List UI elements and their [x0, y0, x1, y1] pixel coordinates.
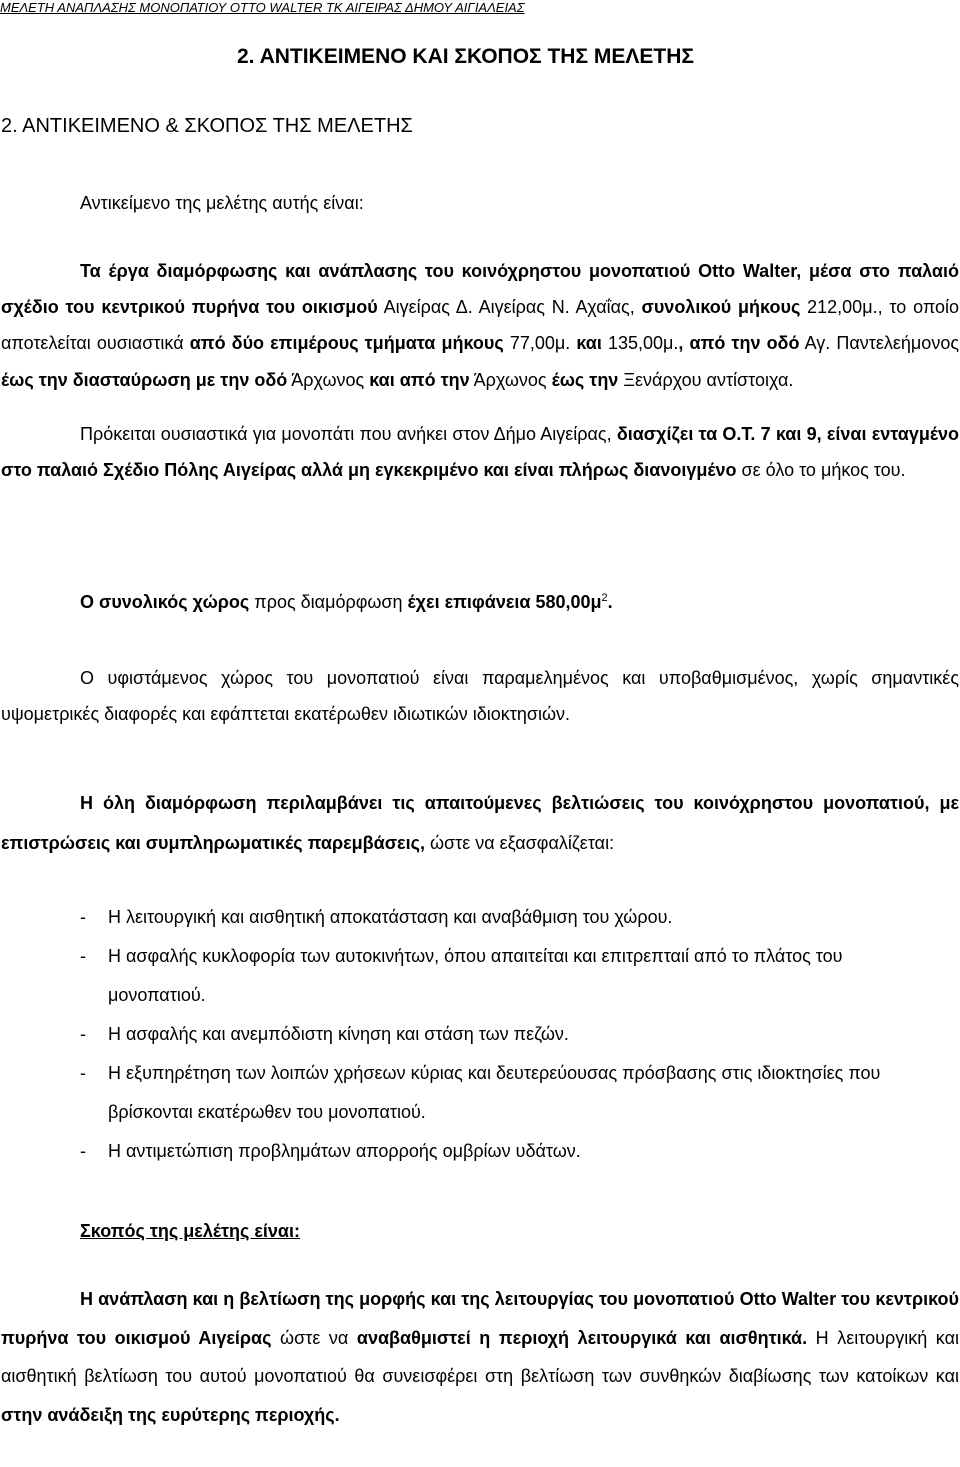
list-item: - Η ασφαλής κυκλοφορία των αυτοκινήτων, όπου απαιτείται και επιτρεπταιί από το πλάτος του μονοπατιού.	[80, 946, 843, 1005]
list-item: - Η αντιμετώπιση προβλημάτων απορροής ομβρίων υδάτων.	[80, 1141, 581, 1161]
goals-list	[80, 898, 940, 1171]
paragraph-area: Ο συνολικός χώρος προς διαμόρφωση έχει επιφάνεια $580,00\mu^2$.	[80, 592, 613, 612]
list-item: - Η λειτουργική και αισθητική αποκατάσταση και αναβάθμιση του χώρου.	[80, 907, 673, 927]
paragraph-existing-state: Ο υφιστάμενος χώρος του μονοπατιού είναι παραμελημένος και υποβαθμισμένος, χωρίς σημαντικές υψομετρικές διαφορές και εφάπτεται εκατέρωθεν ιδιωτικών ιδιοκτησιών.	[1, 668, 959, 724]
list-item: - Η εξυπηρέτηση των λοιπών χρήσεων κύριας και δευτερεύουσας πρόσβασης στις ιδιοκτησίες που βρίσκονται εκατέρωθεν του μονοπατιού.	[80, 1063, 881, 1122]
paragraph-object: Τα έργα διαμόρφωσης και ανάπλασης του κοινόχρηστου μονοπατιού Otto Walter, μέσα στο παλαιό σχέδιο του κεντρικού πυρήνα του οικισμού Αιγείρας Δ. Αιγείρας Ν. Αχαΐας, συνολικού μήκους 212,00μ., το οποίο αποτελείται ουσιαστικά από δύο επιμέρους τμήματα μήκους 77,00μ. και 135,00μ., από την οδό Αγ. Παντελεήμονος έως την διασταύρωση με την οδό Άρχωνος και από την Άρχωνος έως την Ξενάρχου αντίστοιχα.	[1, 261, 960, 390]
intro-sentence: Αντικείμενο της μελέτης αυτής είναι:	[80, 193, 364, 213]
list-item: - Η ασφαλής και ανεμπόδιστη κίνηση και στάση των πεζών.	[80, 1024, 569, 1044]
paragraph-improvements: Η όλη διαμόρφωση περιλαμβάνει τις απαιτούμενες βελτιώσεις του κοινόχρηστου μονοπατιού, με επιστρώσεις και συμπληρωματικές παρεμβάσεις, ώστε να εξασφαλίζεται:	[1, 793, 959, 853]
running-header: ΜΕΛΕΤΗ ΑΝΑΠΛΑΣΗΣ ΜΟΝΟΠΑΤΙΟΥ OTTO WALTER ΤΚ ΑΙΓΕΙΡΑΣ ΔΗΜΟΥ ΑΙΓΙΑΛΕΙΑΣ	[0, 0, 525, 15]
paragraph-path-description: Πρόκειται ουσιαστικά για μονοπάτι που ανήκει στον Δήμο Αιγείρας, διασχίζει τα Ο.Τ. 7 και 9, είναι ενταγμένο στο παλαιό Σχέδιο Πόλης Αιγείρας αλλά μη εγκεκριμένο και είναι πλήρως διανοιγμένο σε όλο το μήκος του.	[1, 424, 959, 480]
paragraph-purpose: Η ανάπλαση και η βελτίωση της μορφής και της λειτουργίας του μονοπατιού Otto Walter του κεντρικού πυρήνα του οικισμού Αιγείρας ώστε να αναβαθμιστεί η περιοχή λειτουργικά και αισθητικά. Η λειτουργική και αισθητική βελτίωση του αυτού μονοπατιού θα συνεισφέρει στη βελτίωση των συνθηκών διαβίωσης των κατοίκων και στην ανάδειξη της ευρύτερης περιοχής.	[1, 1289, 959, 1426]
purpose-heading: Σκοπός της μελέτης είναι:	[80, 1221, 300, 1241]
section-heading: 2. ΑΝΤΙΚΕΙΜΕΝΟ & ΣΚΟΠΟΣ ΤΗΣ ΜΕΛΕΤΗΣ	[1, 115, 413, 137]
chapter-title: 2. ΑΝΤΙΚΕΙΜΕΝΟ ΚΑΙ ΣΚΟΠΟΣ ΤΗΣ ΜΕΛΕΤΗΣ	[237, 45, 695, 68]
